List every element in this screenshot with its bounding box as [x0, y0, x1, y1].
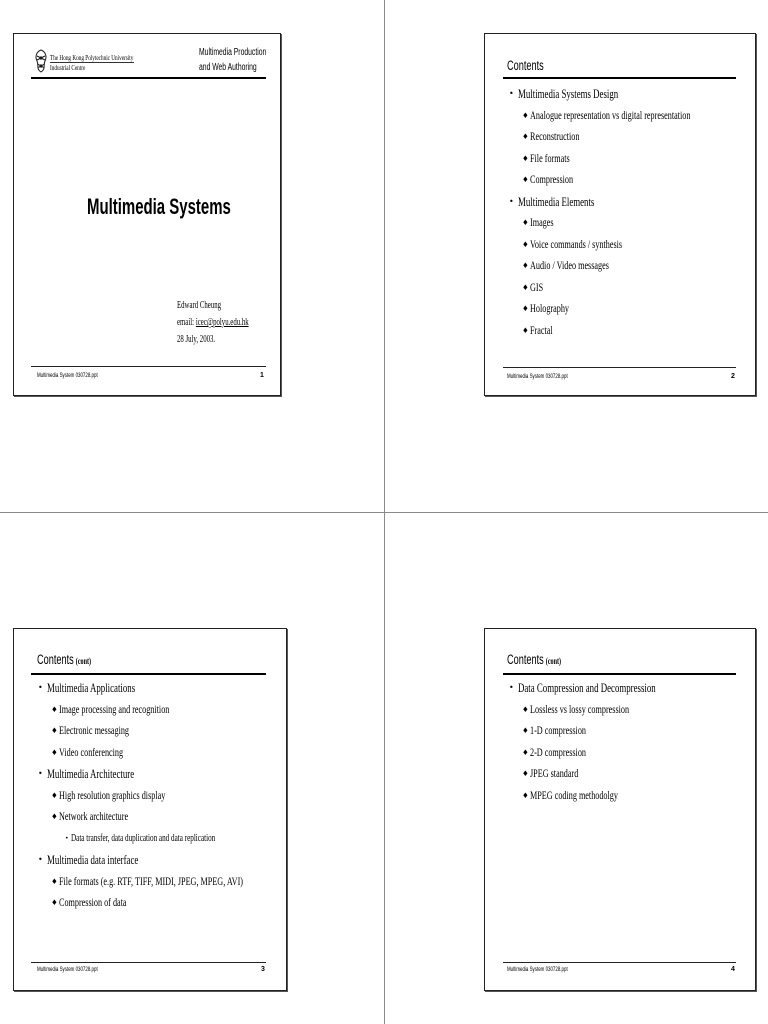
list-item — [485, 677, 755, 699]
heading-suffix: (cont) — [545, 656, 562, 666]
heading-rule — [503, 77, 736, 79]
list-item — [485, 83, 755, 105]
sub-list-item-text: File formats (e.g. RTF, TIFF, MIDI, JPEG, MPEG, AVI) — [59, 873, 244, 888]
diamond-bullet-icon: ♦ — [522, 726, 529, 735]
bullet-icon: • — [509, 89, 514, 98]
sub-list-item — [485, 234, 755, 256]
email-link[interactable]: icec@polyu.edu.hk — [195, 317, 249, 328]
bullet-list — [485, 677, 755, 806]
sub-list-item-text: Reconstruction — [530, 129, 580, 143]
sub-list-item — [485, 742, 755, 764]
bullet-icon: • — [38, 855, 43, 864]
diamond-bullet-icon: ♦ — [522, 704, 529, 714]
footer-rule — [503, 962, 736, 963]
sub-list-item — [485, 298, 755, 320]
bullet-icon: • — [38, 683, 43, 692]
sub-list-item-text: Network architecture — [59, 809, 129, 823]
diamond-bullet-icon: ♦ — [51, 876, 58, 886]
list-item-text: Multimedia Architecture — [47, 766, 135, 781]
list-item — [14, 677, 286, 699]
slide-3 — [13, 628, 287, 991]
bullet-list — [14, 677, 286, 914]
diamond-bullet-icon: ♦ — [522, 218, 529, 227]
small-bullet-icon: • — [65, 834, 69, 842]
diamond-bullet-icon: ♦ — [51, 812, 58, 821]
sub-list-item — [14, 720, 286, 742]
sub-list-item — [485, 169, 755, 191]
sub-list-item — [14, 871, 286, 893]
slide-1 — [13, 33, 281, 396]
bullet-icon: • — [509, 683, 514, 692]
sub-list-item — [485, 720, 755, 742]
list-item-text: Multimedia data interface — [47, 852, 139, 867]
sub-list-item-text: Compression of data — [59, 895, 127, 909]
header-rule — [31, 77, 266, 79]
sub-list-item-text: 1-D compression — [530, 723, 586, 737]
department-name: Industrial Centre — [50, 62, 86, 72]
diamond-bullet-icon: ♦ — [522, 132, 529, 141]
bullet-list — [485, 83, 755, 341]
footer-rule — [503, 367, 736, 368]
sub-list-item — [485, 277, 755, 299]
sub-list-item-text: JPEG standard — [530, 766, 579, 780]
sub-list-item-text: High resolution graphics display — [59, 787, 166, 802]
sub-list-item — [485, 320, 755, 342]
sub-list-item-text: Analogue representation vs digital representation — [530, 107, 691, 122]
sub-list-item-text: MPEG coding methodolgy — [530, 787, 618, 802]
diamond-bullet-icon: ♦ — [522, 239, 529, 249]
heading-rule — [31, 673, 266, 675]
list-item — [485, 191, 755, 213]
presentation-date: 28 July, 2003. — [177, 334, 216, 345]
sub-list-item — [485, 255, 755, 277]
footer-filename: Multimedia System 030728.ppt — [37, 966, 98, 973]
heading-text: Contents — [507, 652, 544, 667]
sub-list-item-text: GIS — [530, 279, 544, 294]
slide-number: 4 — [731, 966, 735, 973]
sub-list-item — [485, 126, 755, 148]
bullet-icon: • — [509, 196, 514, 206]
sub-list-item-text: Audio / Video messages — [530, 258, 609, 272]
author-name: Edward Cheung — [177, 300, 222, 311]
diamond-bullet-icon: ♦ — [522, 747, 529, 757]
slide-title: Multimedia Systems — [87, 194, 231, 219]
list-item — [14, 763, 286, 785]
sub-list-item — [485, 699, 755, 721]
sub-sub-list-item-text: Data transfer, data duplication and data replication — [71, 832, 216, 844]
page-divider-horizontal — [0, 512, 768, 513]
diamond-bullet-icon: ♦ — [51, 898, 58, 907]
university-logo — [34, 48, 48, 74]
diamond-bullet-icon: ♦ — [51, 704, 58, 714]
footer-filename: Multimedia System 030728.ppt — [507, 966, 568, 973]
slide-number: 2 — [731, 373, 735, 380]
diamond-bullet-icon: ♦ — [522, 282, 529, 292]
diamond-bullet-icon: ♦ — [522, 153, 529, 163]
diamond-bullet-icon: ♦ — [522, 261, 529, 270]
sub-list-item-text: Electronic messaging — [59, 723, 130, 737]
slide-heading — [37, 652, 91, 669]
slide-heading — [507, 652, 561, 669]
sub-list-item-text: Voice commands / synthesis — [530, 236, 623, 251]
email-label: email: — [177, 317, 194, 328]
sub-list-item-text: Fractal — [530, 322, 553, 337]
diamond-bullet-icon: ♦ — [522, 790, 529, 800]
list-item-text: Multimedia Applications — [47, 680, 136, 695]
sub-list-item-text: Video conferencing — [59, 744, 124, 759]
sub-list-item-text: Image processing and recognition — [59, 701, 170, 716]
sub-list-item-text: Images — [530, 215, 554, 229]
sub-list-item — [485, 212, 755, 234]
slide-2 — [484, 33, 756, 396]
list-item — [14, 849, 286, 871]
sub-sub-list-item — [14, 828, 286, 850]
heading-text: Contents — [37, 652, 74, 667]
sub-list-item-text: Holography — [530, 301, 569, 315]
list-item-text: Multimedia Systems Design — [518, 86, 619, 101]
footer-rule — [31, 962, 266, 963]
course-title-line2: and Web Authoring — [199, 62, 257, 73]
list-item-text: Data Compression and Decompression — [518, 680, 656, 695]
author-email-line — [177, 317, 249, 329]
diamond-bullet-icon: ♦ — [522, 304, 529, 313]
diamond-bullet-icon: ♦ — [51, 790, 58, 800]
heading-suffix: (cont) — [75, 656, 92, 666]
diamond-bullet-icon: ♦ — [51, 726, 58, 735]
diamond-bullet-icon: ♦ — [522, 175, 529, 184]
sub-list-item-text: 2-D compression — [530, 744, 586, 759]
sub-list-item — [485, 105, 755, 127]
heading-rule — [503, 673, 736, 675]
sub-list-item — [14, 892, 286, 914]
sub-list-item-text: Compression — [530, 172, 574, 186]
footer-rule — [31, 366, 266, 367]
slide-4 — [484, 628, 756, 991]
diamond-bullet-icon: ♦ — [522, 769, 529, 778]
footer-filename: Multimedia System 030728.ppt — [507, 373, 568, 380]
slide-number: 3 — [261, 966, 265, 973]
sub-list-item — [485, 148, 755, 170]
institution-name: The Hong Kong Polytechnic University — [50, 53, 134, 62]
sub-list-item-text: File formats — [530, 150, 570, 165]
diamond-bullet-icon: ♦ — [51, 747, 58, 757]
diamond-bullet-icon: ♦ — [522, 110, 529, 120]
diamond-bullet-icon: ♦ — [522, 325, 529, 335]
sub-list-item — [14, 785, 286, 807]
sub-list-item — [14, 806, 286, 828]
sub-list-item — [14, 742, 286, 764]
sub-list-item — [14, 699, 286, 721]
list-item-text: Multimedia Elements — [518, 193, 595, 209]
footer-filename: Multimedia System 030728.ppt — [37, 372, 98, 379]
slide-number: 1 — [260, 372, 264, 379]
slide-heading: Contents — [507, 58, 544, 73]
sub-list-item — [485, 763, 755, 785]
bullet-icon: • — [38, 769, 43, 778]
sub-list-item — [485, 785, 755, 807]
course-title-line1: Multimedia Production — [199, 47, 267, 58]
sub-list-item-text: Lossless vs lossy compression — [530, 701, 630, 716]
